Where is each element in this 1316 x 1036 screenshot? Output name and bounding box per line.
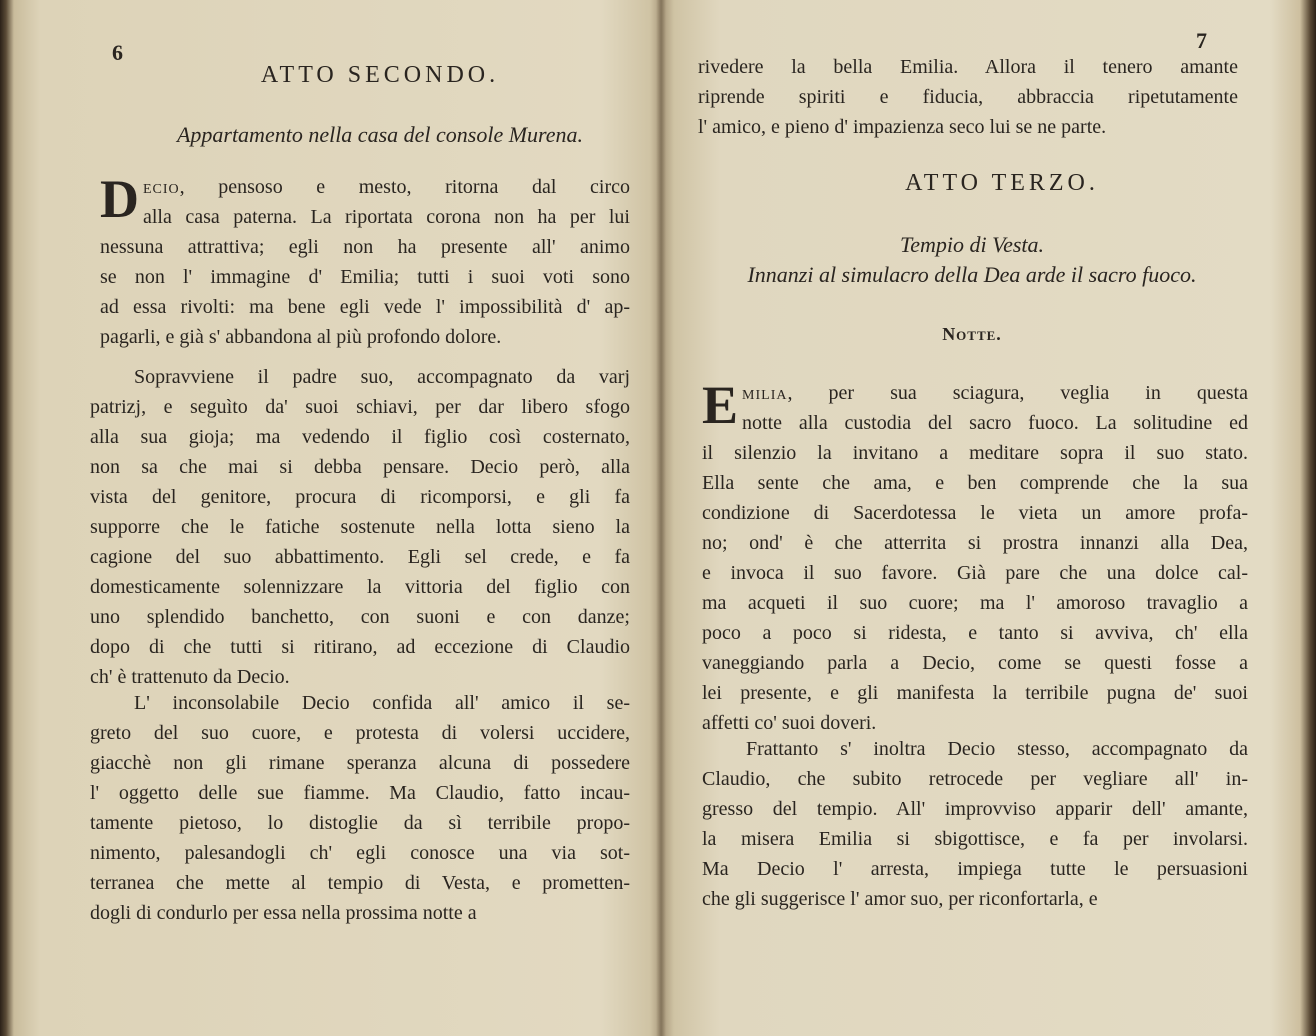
text-line: no; ond' è che atterrita si prostra innanzi alla Dea, [702,532,1248,554]
text-line: giacchè non gli rimane speranza alcuna di possedere [90,752,630,774]
text-line: Sopravviene il padre suo, accompagnato da varj [134,366,630,388]
page-number: 7 [1196,28,1207,53]
text-line: affetti co' suoi doveri. [702,712,877,734]
text-line: condizione di Sacerdotessa le vieta un amore profa- [702,502,1248,524]
text-line: L' inconsolabile Decio confida all' amico il se- [134,692,630,714]
text-line: riprende spiriti e fiducia, abbraccia ripetutamente [698,86,1238,108]
text-line: vista del genitore, procura di ricomporsi, e gli fa [90,486,630,508]
scene-description: Innanzi al simulacro della Dea arde il sacro fuoco. [747,262,1197,287]
drop-cap: E [702,375,739,435]
paragraph [90,362,630,692]
text-line: Claudio, che subito retrocede per vegliare all' in- [702,768,1248,790]
paragraph [702,734,1248,914]
time-of-day: Notte. [942,324,1002,344]
act-title: ATTO SECONDO. [260,62,500,88]
text-line: dopo di che tutti si ritirano, ad eccezione di Claudio [90,636,630,658]
scene-heading: Appartamento nella casa del console Murena. [176,122,584,147]
left-page [20,0,660,1036]
text-line: poco a poco si ridesta, e tanto si avviva, ch' ella [702,622,1248,644]
right-page [672,0,1302,1036]
text-line: notte alla custodia del sacro fuoco. La solitudine ed [742,412,1248,434]
text-line: l' oggetto delle sue fiamme. Ma Claudio, fatto incau- [90,782,630,804]
text-line: ch' è trattenuto da Decio. [90,666,290,688]
small-caps-word: ecio [143,176,180,198]
text-line: vaneggiando parla a Decio, come se questi fosse a [702,652,1248,674]
text-line: se non l' immagine d' Emilia; tutti i suoi voti sono [100,266,630,288]
text-line: terranea che mette al tempio di Vesta, e prometten- [90,872,630,894]
text-fragment: , pensoso e mesto, ritorna dal circo [179,176,630,198]
scene-heading: Tempio di Vesta. [899,232,1045,257]
paragraph [90,688,630,928]
text-line: gresso del tempio. All' improvviso apparir dell' amante, [702,798,1248,820]
paragraph [698,52,1238,142]
text-line: lei presente, e gli manifesta la terribile pugna de' suoi [702,682,1248,704]
drop-cap: D [100,169,139,229]
text-line: domesticamente solennizzare la vittoria del figlio con [90,576,630,598]
text-line: tamente pietoso, lo distoglie da sì terribile propo- [90,812,630,834]
text-fragment: , per sua sciagura, veglia in questa [787,382,1248,404]
text-line: Ella sente che ama, e ben comprende che la sua [702,472,1248,494]
text-line: e invoca il suo favore. Già pare che una dolce cal- [702,562,1248,584]
text-line: alla casa paterna. La riportata corona non ha per lui [143,206,630,228]
text-line: rivedere la bella Emilia. Allora il tenero amante [698,56,1238,78]
text-line: patrizj, e seguìto da' suoi schiavi, per dar libero sfogo [90,396,630,418]
paragraph [100,169,630,352]
text-line: non sa che mai si debba pensare. Decio però, alla [90,456,630,478]
text-line: nessuna attrattiva; egli non ha presente all' animo [100,236,630,258]
act-title: ATTO TERZO. [905,170,1099,196]
text-line: greto del suo cuore, e protesta di volersi uccidere, [90,722,630,744]
text-line: uno splendido banchetto, con suoni e con danze; [90,606,630,628]
small-caps-word: milia [742,382,788,404]
text-line: supporre che le fatiche sostenute nella lotta sieno la [90,516,630,538]
text-line: che gli suggerisce l' amor suo, per riconfortarla, e [702,888,1098,910]
text-line: cagione del suo abbattimento. Egli sel crede, e fa [90,546,630,568]
text-line: il silenzio la invitano a meditare sopra il suo stato. [702,442,1248,464]
paragraph [702,375,1248,738]
text-line: dogli di condurlo per essa nella prossima notte a [90,902,477,924]
text-line: nimento, palesandogli ch' egli conosce una via sot- [90,842,630,864]
text-line: alla sua gioja; ma vedendo il figlio così costernato, [90,426,630,448]
text-line: ma acqueti il suo cuore; ma l' amoroso travaglio a [702,592,1248,614]
text-line: Ma Decio l' arresta, impiega tutte le persuasioni [702,858,1248,880]
text-line: la misera Emilia si sbigottisce, e fa per involarsi. [702,828,1248,850]
text-line: pagarli, e già s' abbandona al più profondo dolore. [100,326,502,348]
page-number: 6 [112,40,123,65]
text-line: Frattanto s' inoltra Decio stesso, accompagnato da [746,738,1248,760]
text-line: l' amico, e pieno d' impazienza seco lui se ne parte. [698,116,1107,138]
text-line: ad essa rivolti: ma bene egli vede l' impossibilità d' ap- [100,296,630,318]
